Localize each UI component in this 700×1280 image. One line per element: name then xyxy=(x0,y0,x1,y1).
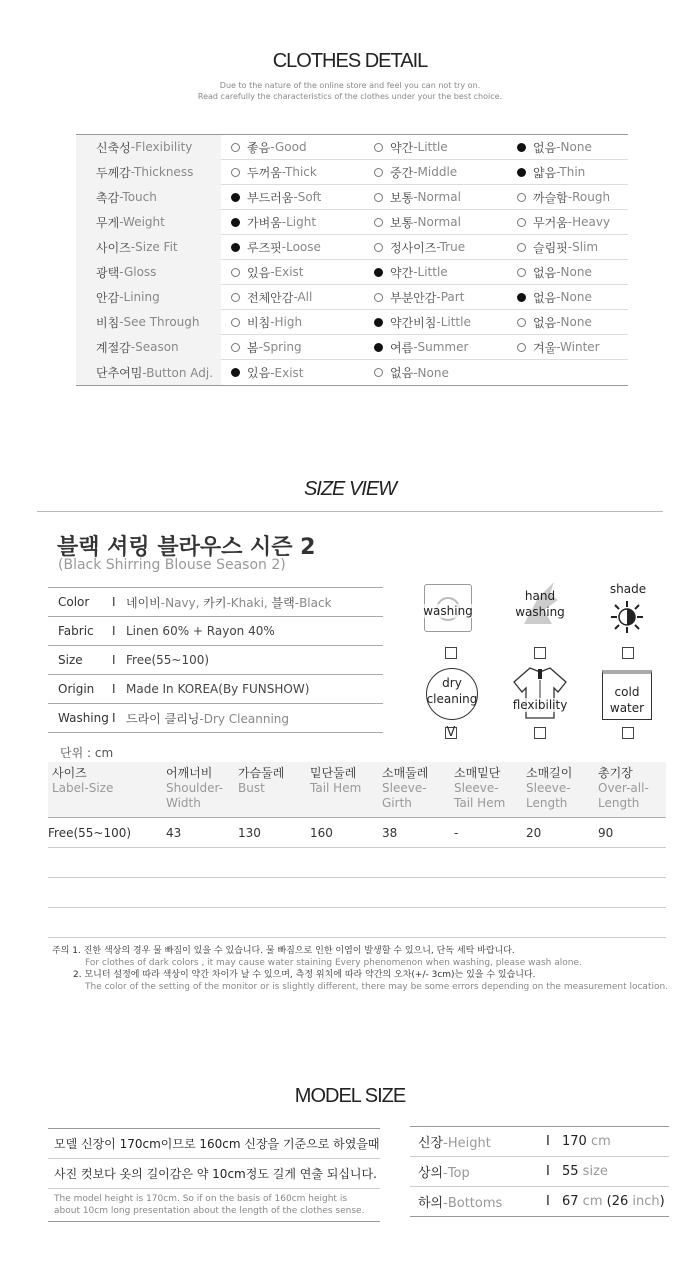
option-ko: 얇음 xyxy=(533,165,557,180)
selected-dot-icon xyxy=(517,168,526,177)
clothes-detail-table xyxy=(76,134,628,386)
option-en: -Normal xyxy=(413,215,461,229)
option-en: -Exist xyxy=(270,265,304,279)
model-size-key xyxy=(410,1192,546,1211)
option-en: -Slim xyxy=(567,240,599,254)
info-value-part: -Dry Cleanning xyxy=(199,711,290,726)
model-size-key xyxy=(410,1132,546,1151)
size-header-cell xyxy=(238,766,284,796)
model-note-en-1: The model height is 170cm. So if on the basis of 160cm height is xyxy=(54,1194,348,1204)
detail-label xyxy=(76,285,221,310)
info-value-part: 네이비 xyxy=(126,595,161,610)
detail-option xyxy=(507,264,627,281)
detail-label-en: -Size Fit xyxy=(130,240,178,254)
model-size-table xyxy=(410,1126,669,1217)
size-cell: 130 xyxy=(238,826,261,840)
option-en: -Winter xyxy=(556,340,600,354)
note-1: 주의 1. 진한 색상의 경우 물 빠짐이 있을 수 있습니다. 물 빠짐으로 인한 이염이 발생할 수 있으니, 단독 세탁 바랍니다. xyxy=(52,946,515,956)
option-ko: 약간 xyxy=(390,140,414,155)
model-note-line2: 사진 컷보다 옷의 길이감은 약 10cm정도 길게 연출 되십니다. xyxy=(48,1159,380,1189)
product-info-table xyxy=(48,587,383,733)
option-en: -None xyxy=(556,290,592,304)
detail-option xyxy=(507,314,627,331)
option-ko: 좋음 xyxy=(247,140,271,155)
option-ko: 없음 xyxy=(390,366,414,380)
empty-dot-icon xyxy=(231,168,240,177)
divider xyxy=(37,511,663,512)
detail-row xyxy=(76,260,628,285)
size-header-cell xyxy=(382,766,428,811)
option-ko: 겨울 xyxy=(533,340,557,355)
detail-option xyxy=(364,164,507,181)
detail-label-ko: 촉감 xyxy=(96,190,120,205)
model-value-num: 170 xyxy=(562,1134,587,1149)
model-separator: I xyxy=(546,1194,550,1209)
option-ko: 중간 xyxy=(390,165,414,180)
size-header-cell xyxy=(166,766,223,811)
detail-option xyxy=(221,139,364,156)
detail-label-en: -See Through xyxy=(119,315,200,329)
size-header-en: Tail Hem xyxy=(310,781,362,795)
option-en: -True xyxy=(436,240,466,254)
table-row xyxy=(48,818,666,848)
info-value-part: Linen 60% + Rayon 40% xyxy=(126,624,275,638)
detail-option xyxy=(364,264,507,281)
detail-label xyxy=(76,185,221,210)
option-en: -All xyxy=(293,290,313,304)
detail-label xyxy=(76,360,221,385)
detail-option xyxy=(221,189,364,206)
detail-label-ko: 신축성 xyxy=(96,140,131,155)
detail-option xyxy=(364,289,507,306)
info-value xyxy=(126,594,332,611)
size-cell: 38 xyxy=(382,826,398,840)
option-en: -Thick xyxy=(281,165,317,179)
option-ko: 없음 xyxy=(533,315,557,330)
option-ko: 루즈핏 xyxy=(247,240,282,255)
size-header-ko: 소매길이 xyxy=(526,766,573,780)
option-en: -Spring xyxy=(258,340,302,354)
model-key-en: -Bottoms xyxy=(443,1196,503,1211)
shade-checkbox xyxy=(622,647,634,659)
option-ko: 두꺼움 xyxy=(247,165,282,180)
option-ko: 없음 xyxy=(533,290,557,305)
model-value-extra: (26 inch) xyxy=(606,1194,665,1209)
detail-label-en: -Season xyxy=(130,340,179,354)
info-value xyxy=(126,653,209,667)
option-en: -Thin xyxy=(556,165,586,179)
option-en: -None xyxy=(556,265,592,279)
detail-option xyxy=(507,164,627,181)
detail-option xyxy=(364,139,507,156)
option-en: -Rough xyxy=(567,190,611,204)
model-value-inch: 26 xyxy=(611,1194,629,1209)
model-key-ko: 상의 xyxy=(418,1166,444,1181)
info-key: Washing xyxy=(58,711,109,725)
model-size-value xyxy=(562,1194,665,1209)
size-header-cell xyxy=(526,766,572,811)
model-value-inch-unit: inch xyxy=(628,1194,660,1209)
size-notes xyxy=(52,945,668,993)
model-key-en: -Height xyxy=(443,1136,491,1151)
washing-label: washing xyxy=(416,604,480,618)
size-header-ko: 소매둘레 xyxy=(382,766,429,780)
info-separator: I xyxy=(112,711,116,725)
info-value xyxy=(126,682,309,696)
option-ko: 있음 xyxy=(247,265,271,280)
table-row-empty xyxy=(48,878,666,908)
model-size-value xyxy=(562,1164,608,1179)
option-en: -Loose xyxy=(281,240,321,254)
note-2-en: The color of the setting of the monitor or is slightly different, there may be some errors depending on the measurement location. xyxy=(85,982,669,992)
selected-dot-icon xyxy=(231,218,240,227)
model-key-ko: 하의 xyxy=(418,1196,444,1211)
model-value-num: 67 xyxy=(562,1194,579,1209)
option-en: -Heavy xyxy=(567,215,611,229)
info-row xyxy=(48,704,383,733)
dry-label-line1: dry xyxy=(442,676,462,690)
info-row xyxy=(48,588,383,617)
info-row xyxy=(48,617,383,646)
model-size-row xyxy=(410,1127,669,1157)
size-header-cell xyxy=(454,766,505,811)
model-size-row xyxy=(410,1187,669,1217)
cold-water-label xyxy=(598,684,656,716)
option-en: -Little xyxy=(413,140,448,154)
info-value-part: 카키 xyxy=(203,595,227,610)
detail-label-ko: 단추여밈 xyxy=(96,366,143,380)
option-en: -Soft xyxy=(293,190,322,204)
flexibility-label: flexibility xyxy=(508,698,572,712)
size-header-en: Bust xyxy=(238,781,265,795)
info-key: Origin xyxy=(58,682,95,696)
option-en: -Middle xyxy=(413,165,458,179)
detail-option xyxy=(221,314,364,331)
detail-option xyxy=(221,214,364,231)
detail-label-ko: 무게 xyxy=(96,215,120,230)
size-header-en: Sleeve- xyxy=(382,781,427,795)
option-ko: 까슬함 xyxy=(533,190,568,205)
empty-dot-icon xyxy=(374,168,383,177)
model-value-unit: cm xyxy=(586,1134,611,1149)
dry-label-line2: cleaning xyxy=(426,692,478,706)
table-row-empty xyxy=(48,848,666,878)
empty-dot-icon xyxy=(517,343,526,352)
selected-dot-icon xyxy=(517,143,526,152)
selected-dot-icon xyxy=(374,318,383,327)
size-header-ko: 밑단둘레 xyxy=(310,766,357,780)
model-separator: I xyxy=(546,1134,550,1149)
size-header-en: Length xyxy=(598,796,640,810)
detail-row xyxy=(76,285,628,310)
size-header-ko: 가슴둘레 xyxy=(238,766,285,780)
info-separator: I xyxy=(112,624,116,638)
model-value-unit: cm xyxy=(578,1194,607,1209)
detail-label-en: -Lining xyxy=(119,290,160,304)
dry-cleaning-checkbox-checked: V xyxy=(446,725,456,740)
option-en: -Little xyxy=(436,315,471,329)
detail-label-en: -Button Adj. xyxy=(142,365,214,380)
info-value-part: 블랙 xyxy=(271,595,295,610)
size-cell: 20 xyxy=(526,826,542,840)
clothes-detail-subtitle-2: Read carefully the characteristics of the clothes under your the best choice. xyxy=(197,92,503,101)
hand-washing-checkbox xyxy=(534,647,546,659)
dry-cleaning-label xyxy=(420,675,484,707)
empty-dot-icon xyxy=(374,293,383,302)
size-header-ko: 어깨너비 xyxy=(166,766,213,780)
size-header-en: Tail Hem xyxy=(454,796,506,810)
selected-dot-icon xyxy=(231,368,240,377)
selected-dot-icon xyxy=(374,268,383,277)
detail-option xyxy=(364,339,507,356)
size-header-ko: 소매밑단 xyxy=(454,766,501,780)
model-note-box xyxy=(48,1128,380,1222)
hand-washing-label xyxy=(508,588,572,620)
selected-dot-icon xyxy=(517,293,526,302)
option-ko: 없음 xyxy=(533,265,557,280)
option-en: -Part xyxy=(436,290,465,304)
model-key-ko: 신장 xyxy=(418,1136,444,1151)
detail-label-ko: 안감 xyxy=(96,290,120,305)
model-size-value xyxy=(562,1134,611,1149)
detail-option xyxy=(364,239,507,256)
detail-label-en: -Gloss xyxy=(119,265,157,279)
detail-label-ko: 사이즈 xyxy=(96,240,131,255)
size-cell: 43 xyxy=(166,826,182,840)
detail-option xyxy=(364,214,507,231)
detail-label-ko: 계절감 xyxy=(96,340,131,355)
model-note-line1: 모델 신장이 170cm이므로 160cm 신장을 기준으로 하였을때 xyxy=(48,1129,380,1159)
detail-option xyxy=(507,214,627,231)
detail-row xyxy=(76,160,628,185)
option-ko: 보통 xyxy=(390,190,414,205)
size-view-title: SIZE VIEW xyxy=(303,478,397,500)
info-separator: I xyxy=(112,595,116,609)
size-cell: - xyxy=(454,826,459,840)
option-ko: 약간비침 xyxy=(390,315,437,330)
selected-dot-icon xyxy=(374,343,383,352)
detail-option xyxy=(221,264,364,281)
detail-option xyxy=(507,339,627,356)
model-note-en-2: about 10cm long presentation about the length of the clothes sense. xyxy=(54,1206,365,1216)
info-value-part: -Khaki, xyxy=(226,595,272,610)
empty-dot-icon xyxy=(517,243,526,252)
detail-row xyxy=(76,185,628,210)
detail-row xyxy=(76,335,628,360)
info-value-part: -Navy, xyxy=(160,595,204,610)
detail-label xyxy=(76,335,221,360)
size-cell: 160 xyxy=(310,826,333,840)
detail-option xyxy=(364,364,507,381)
option-en: -Normal xyxy=(413,190,461,204)
model-size-row xyxy=(410,1157,669,1187)
detail-label xyxy=(76,235,221,260)
product-name: 블랙 셔링 블라우스 시즌 2 xyxy=(57,535,316,560)
empty-dot-icon xyxy=(374,193,383,202)
hand-label-line1: hand xyxy=(524,589,556,603)
option-en: -Exist xyxy=(270,365,304,380)
option-ko: 슬림핏 xyxy=(533,240,568,255)
clothes-detail-subtitle-1: Due to the nature of the online store and feel you can not try on. xyxy=(219,81,481,90)
detail-label-ko: 광택 xyxy=(96,265,120,280)
info-value-part: 드라이 클리닝 xyxy=(126,711,200,726)
info-separator: I xyxy=(112,682,116,696)
size-table-header xyxy=(48,762,666,818)
option-en: -None xyxy=(556,140,592,154)
option-ko: 봄 xyxy=(247,340,259,355)
empty-dot-icon xyxy=(517,318,526,327)
info-value xyxy=(126,710,289,727)
detail-label xyxy=(76,260,221,285)
empty-dot-icon xyxy=(374,243,383,252)
model-key-en: -Top xyxy=(443,1166,470,1181)
size-header-ko: 사이즈 xyxy=(52,766,87,780)
model-value-unit: size xyxy=(578,1164,608,1179)
model-note-en xyxy=(48,1189,380,1222)
empty-dot-icon xyxy=(517,268,526,277)
option-ko: 정사이즈 xyxy=(390,240,437,255)
empty-dot-icon xyxy=(517,218,526,227)
info-row xyxy=(48,675,383,704)
info-value xyxy=(126,624,275,638)
empty-dot-icon xyxy=(231,318,240,327)
size-cell: Free(55~100) xyxy=(48,826,132,840)
clothes-detail-title: CLOTHES DETAIL xyxy=(272,50,428,72)
note-1-en: For clothes of dark colors , it may cause water staining Every phenomenon when washing, please wash alone. xyxy=(85,958,582,968)
detail-row xyxy=(76,360,628,385)
size-header-en: Width xyxy=(166,796,201,810)
detail-option xyxy=(221,364,364,381)
detail-option xyxy=(507,189,627,206)
flexibility-checkbox xyxy=(534,727,546,739)
option-en: -None xyxy=(413,365,449,380)
detail-label-en: -Flexibility xyxy=(130,140,193,154)
size-header-cell xyxy=(598,766,649,811)
detail-option xyxy=(221,239,364,256)
selected-dot-icon xyxy=(231,243,240,252)
option-en: -Good xyxy=(270,140,307,154)
size-header-en: Shoulder- xyxy=(166,781,223,795)
info-value-part: Free(55~100) xyxy=(126,653,210,667)
option-ko: 가벼움 xyxy=(247,215,282,230)
model-value-num: 55 xyxy=(562,1164,579,1179)
empty-dot-icon xyxy=(374,368,383,377)
option-ko: 전체안감 xyxy=(247,290,294,305)
detail-option xyxy=(364,314,507,331)
detail-row xyxy=(76,310,628,335)
size-header-ko: 총기장 xyxy=(598,766,633,780)
washing-checkbox xyxy=(445,647,457,659)
detail-option xyxy=(507,139,627,156)
option-en: -Summer xyxy=(413,340,469,354)
size-header-cell xyxy=(52,766,113,796)
detail-option xyxy=(364,189,507,206)
option-en: -Light xyxy=(281,215,317,229)
size-header-en: Sleeve- xyxy=(526,781,571,795)
option-en: -Little xyxy=(413,265,448,279)
size-header-en: Girth xyxy=(382,796,412,810)
detail-label-en: -Thickness xyxy=(130,165,194,179)
empty-dot-icon xyxy=(517,193,526,202)
info-row xyxy=(48,646,383,675)
detail-row xyxy=(76,210,628,235)
info-key: Size xyxy=(58,653,83,667)
option-ko: 부분안감 xyxy=(390,290,437,305)
table-row-empty xyxy=(48,908,666,938)
option-ko: 없음 xyxy=(533,140,557,155)
empty-dot-icon xyxy=(374,143,383,152)
option-ko: 무거움 xyxy=(533,215,568,230)
detail-option xyxy=(221,289,364,306)
shade-sun-icon xyxy=(610,600,644,634)
info-separator: I xyxy=(112,653,116,667)
detail-label-en: -Weight xyxy=(119,215,165,229)
option-ko: 있음 xyxy=(247,366,271,380)
info-key: Color xyxy=(58,595,90,609)
detail-label xyxy=(76,135,221,160)
detail-label-ko: 비침 xyxy=(96,315,120,330)
option-ko: 여름 xyxy=(390,340,414,355)
empty-dot-icon xyxy=(231,343,240,352)
option-en: -High xyxy=(270,315,303,329)
detail-label-en: -Touch xyxy=(119,190,157,204)
empty-dot-icon xyxy=(231,143,240,152)
detail-label xyxy=(76,310,221,335)
size-cell: 90 xyxy=(598,826,614,840)
detail-label-ko: 두께감 xyxy=(96,165,131,180)
cold-water-checkbox xyxy=(622,727,634,739)
size-table xyxy=(48,762,666,938)
detail-label xyxy=(76,210,221,235)
detail-row xyxy=(76,135,628,160)
cold-label-line2: water xyxy=(609,701,645,715)
detail-row xyxy=(76,235,628,260)
option-ko: 비침 xyxy=(247,315,271,330)
option-en: -None xyxy=(556,315,592,329)
option-ko: 보통 xyxy=(390,215,414,230)
info-key: Fabric xyxy=(58,624,94,638)
empty-dot-icon xyxy=(231,293,240,302)
detail-option xyxy=(507,289,627,306)
hand-label-line2: washing xyxy=(515,605,565,619)
unit-label: 단위 : cm xyxy=(60,746,114,760)
detail-option xyxy=(507,239,627,256)
size-header-en: Label-Size xyxy=(52,781,114,795)
detail-option xyxy=(221,164,364,181)
info-value-part: Made In KOREA(By FUNSHOW) xyxy=(126,682,310,696)
product-name-en: (Black Shirring Blouse Season 2) xyxy=(58,557,286,573)
model-size-title: MODEL SIZE xyxy=(294,1085,406,1107)
size-header-en: Over-all- xyxy=(598,781,649,795)
model-size-key xyxy=(410,1162,546,1181)
model-separator: I xyxy=(546,1164,550,1179)
size-header-en: Length xyxy=(526,796,568,810)
option-ko: 약간 xyxy=(390,265,414,280)
option-ko: 부드러움 xyxy=(247,190,294,205)
size-header-en: Sleeve- xyxy=(454,781,499,795)
size-header-cell xyxy=(310,766,361,796)
empty-dot-icon xyxy=(231,268,240,277)
detail-label xyxy=(76,160,221,185)
info-value-part: -Black xyxy=(294,595,332,610)
selected-dot-icon xyxy=(231,193,240,202)
empty-dot-icon xyxy=(374,218,383,227)
cold-label-line1: cold xyxy=(614,685,640,699)
note-2: 2. 모니터 설정에 따라 색상이 약간 차이가 날 수 있으며, 측정 위치에 따라 약간의 오차(+/- 3cm)는 있을 수 있습니다. xyxy=(73,970,536,980)
detail-option xyxy=(221,339,364,356)
shade-label: shade xyxy=(609,582,647,596)
